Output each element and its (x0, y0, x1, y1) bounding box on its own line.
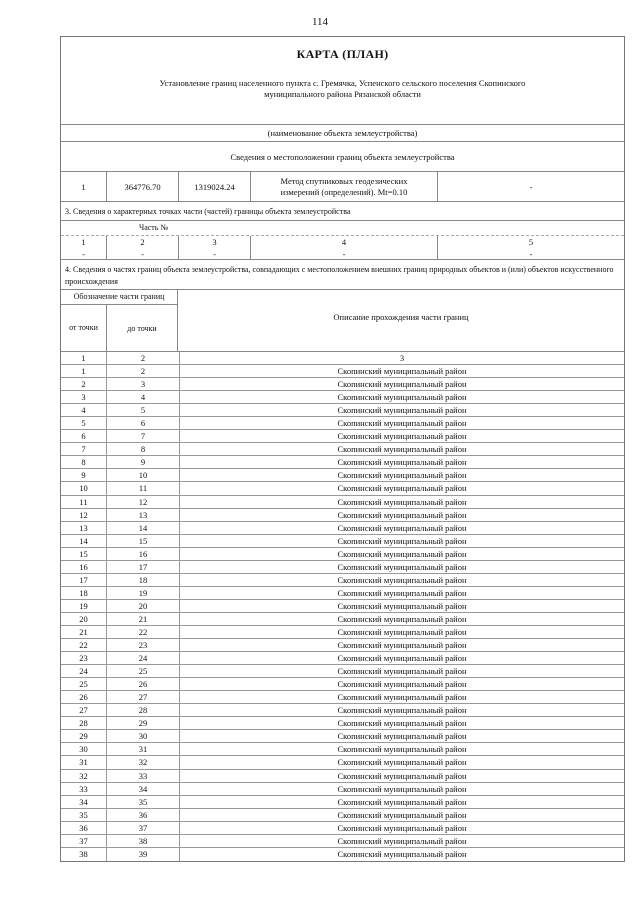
char-header-2: 2 (107, 236, 179, 248)
table-row (61, 783, 624, 796)
to-point-cell: 35 (107, 796, 180, 808)
title-block (61, 37, 624, 125)
description-cell: Скопинский муниципальный район (337, 587, 467, 598)
to-point-cell: 38 (107, 835, 180, 847)
page-number: 114 (311, 16, 329, 28)
table-row (61, 770, 624, 783)
from-point-cell: 8 (61, 456, 107, 468)
from-point-cell: 26 (61, 691, 107, 703)
description-cell: Скопинский муниципальный район (337, 444, 467, 455)
boundary-table-body (61, 352, 624, 861)
from-point-cell: 38 (61, 848, 107, 861)
to-point-cell: 36 (107, 809, 180, 821)
char-header-4: 4 (251, 236, 438, 248)
table-row (61, 456, 624, 469)
from-point-cell: 28 (61, 717, 107, 729)
description-cell: Скопинский муниципальный район (337, 522, 467, 533)
coord-number: 1 (61, 172, 107, 201)
table-row (61, 704, 624, 717)
from-point-cell: 23 (61, 652, 107, 664)
description-cell: Скопинский муниципальный район (337, 679, 467, 690)
char-header-1: 1 (61, 236, 107, 248)
to-point-cell: 30 (107, 730, 180, 742)
description-header: Описание прохождения части границ (333, 312, 469, 322)
from-point-cell: 27 (61, 704, 107, 716)
description-cell: Скопинский муниципальный район (337, 457, 467, 468)
characteristics-value-row (61, 248, 624, 260)
table-row (61, 378, 624, 391)
table-row (61, 404, 624, 417)
table-row (61, 535, 624, 548)
description-cell: Скопинский муниципальный район (337, 496, 467, 507)
description-cell: Скопинский муниципальный район (337, 705, 467, 716)
from-point-cell: 25 (61, 678, 107, 690)
from-point-cell: 29 (61, 730, 107, 742)
description-cell: Скопинский муниципальный район (337, 483, 467, 494)
char-value-4: - (251, 248, 438, 259)
table-row (61, 809, 624, 822)
from-point-cell: 7 (61, 443, 107, 455)
from-point-cell: 15 (61, 548, 107, 560)
to-point-cell: 34 (107, 783, 180, 795)
to-point-cell: 21 (107, 613, 180, 625)
table-row (61, 613, 624, 626)
to-point-cell: 17 (107, 561, 180, 573)
table-row (61, 587, 624, 600)
from-point-cell: 22 (61, 639, 107, 651)
char-value-2: - (107, 248, 179, 259)
table-row (61, 561, 624, 574)
from-point-cell: 36 (61, 822, 107, 834)
table-row (61, 639, 624, 652)
column-number-2: 2 (107, 352, 180, 364)
to-point-cell: 3 (107, 378, 180, 390)
coord-x: 364776.70 (107, 172, 179, 201)
from-point-cell: 35 (61, 809, 107, 821)
char-value-3: - (179, 248, 251, 259)
description-cell: Скопинский муниципальный район (337, 666, 467, 677)
designation-header (61, 290, 178, 351)
to-point-cell: 33 (107, 770, 180, 782)
from-point-header: от точки (61, 305, 107, 351)
table-row (61, 822, 624, 835)
table-row (61, 665, 624, 678)
table-row (61, 574, 624, 587)
char-header-3: 3 (179, 236, 251, 248)
from-point-cell: 4 (61, 404, 107, 416)
to-point-cell: 15 (107, 535, 180, 547)
table-row (61, 626, 624, 639)
column-number-1: 1 (61, 352, 107, 364)
table-row (61, 417, 624, 430)
table-row (61, 796, 624, 809)
description-cell: Скопинский муниципальный район (337, 796, 467, 807)
coord-method-line-2: измерений (определений). Mt=0.10 (280, 186, 408, 197)
from-point-cell: 31 (61, 756, 107, 768)
coord-method-line-1: Метод спутниковых геодезических (280, 175, 408, 186)
from-point-cell: 6 (61, 430, 107, 442)
from-point-cell: 32 (61, 770, 107, 782)
table-row (61, 430, 624, 443)
from-point-cell: 2 (61, 378, 107, 390)
to-point-cell: 29 (107, 717, 180, 729)
table-row (61, 496, 624, 509)
table-row (61, 756, 624, 769)
to-point-cell: 8 (107, 443, 180, 455)
description-cell: Скопинский муниципальный район (337, 470, 467, 481)
char-value-5: - (529, 248, 533, 259)
description-cell: Скопинский муниципальный район (337, 718, 467, 729)
to-point-cell: 6 (107, 417, 180, 429)
to-point-cell: 12 (107, 496, 180, 508)
to-point-cell: 2 (107, 365, 180, 377)
to-point-cell: 18 (107, 574, 180, 586)
to-point-cell: 10 (107, 469, 180, 481)
description-cell: Скопинский муниципальный район (337, 405, 467, 416)
description-cell: Скопинский муниципальный район (337, 613, 467, 624)
from-point-cell: 3 (61, 391, 107, 403)
to-point-cell: 4 (107, 391, 180, 403)
description-cell: Скопинский муниципальный район (337, 418, 467, 429)
description-cell: Скопинский муниципальный район (337, 822, 467, 833)
coord-description: - (529, 181, 533, 192)
to-point-cell: 11 (107, 482, 180, 494)
from-point-cell: 37 (61, 835, 107, 847)
from-point-cell: 17 (61, 574, 107, 586)
from-point-cell: 11 (61, 496, 107, 508)
from-point-cell: 9 (61, 469, 107, 481)
description-cell: Скопинский муниципальный район (337, 561, 467, 572)
to-point-cell: 13 (107, 509, 180, 521)
description-cell: Скопинский муниципальный район (337, 744, 467, 755)
to-point-cell: 9 (107, 456, 180, 468)
from-point-cell: 12 (61, 509, 107, 521)
to-point-cell: 7 (107, 430, 180, 442)
document-sheet (60, 36, 625, 862)
subtitle-line-1: Установление границ населенного пункта с. Гремячка, Успенского сельского поселения Скопинского (159, 78, 526, 88)
from-point-cell: 21 (61, 626, 107, 638)
from-point-cell: 1 (61, 365, 107, 377)
description-cell: Скопинский муниципальный район (337, 692, 467, 703)
from-point-cell: 18 (61, 587, 107, 599)
description-cell: Скопинский муниципальный район (337, 379, 467, 390)
object-name-caption: (наименование объекта землеустройства) (61, 125, 624, 142)
to-point-cell: 31 (107, 743, 180, 755)
to-point-cell: 14 (107, 522, 180, 534)
table-row (61, 835, 624, 848)
description-cell: Скопинский муниципальный район (337, 731, 467, 742)
description-cell: Скопинский муниципальный район (337, 640, 467, 651)
to-point-cell: 24 (107, 652, 180, 664)
description-cell: Скопинский муниципальный район (337, 392, 467, 403)
from-point-cell: 19 (61, 600, 107, 612)
coordinates-row (61, 172, 624, 202)
from-point-cell: 33 (61, 783, 107, 795)
section-4-title: 4. Сведения о частях границ объекта землеустройства, совпадающих с местоположением внешних границ природных объектов и (или) объектов искусственного происхождения (61, 260, 624, 290)
coord-y: 1319024.24 (179, 172, 251, 201)
description-cell: Скопинский муниципальный район (337, 548, 467, 559)
description-cell: Скопинский муниципальный район (337, 600, 467, 611)
description-cell: Скопинский муниципальный район (337, 809, 467, 820)
table-row (61, 600, 624, 613)
to-point-cell: 16 (107, 548, 180, 560)
from-point-cell: 20 (61, 613, 107, 625)
description-cell: Скопинский муниципальный район (337, 626, 467, 637)
coord-method (251, 172, 438, 201)
part-number-label: Часть № (61, 221, 624, 236)
subtitle-line-2: муниципального района Рязанской области (264, 89, 421, 99)
to-point-cell: 28 (107, 704, 180, 716)
table-row (61, 548, 624, 561)
description-cell: Скопинский муниципальный район (337, 848, 467, 859)
description-cell: Скопинский муниципальный район (337, 835, 467, 846)
description-cell: Скопинский муниципальный район (337, 783, 467, 794)
page-title: КАРТА (ПЛАН) (296, 47, 389, 61)
characteristics-header-row (61, 236, 624, 248)
designation-header-label: Обозначение части границ (61, 290, 177, 305)
description-cell: Скопинский муниципальный район (337, 535, 467, 546)
to-point-cell: 25 (107, 665, 180, 677)
to-point-cell: 27 (107, 691, 180, 703)
from-point-cell: 14 (61, 535, 107, 547)
to-point-cell: 37 (107, 822, 180, 834)
from-point-cell: 30 (61, 743, 107, 755)
table-row (61, 730, 624, 743)
table-row (61, 743, 624, 756)
table-row (61, 678, 624, 691)
from-point-cell: 34 (61, 796, 107, 808)
boundary-table-header (61, 290, 624, 352)
table-row (61, 391, 624, 404)
to-point-cell: 26 (107, 678, 180, 690)
to-point-cell: 32 (107, 756, 180, 768)
table-row (61, 469, 624, 482)
table-row (61, 522, 624, 535)
section-3-title: 3. Сведения о характерных точках части (частей) границы объекта землеустройства (61, 202, 624, 221)
to-point-header: до точки (127, 323, 157, 333)
from-point-cell: 10 (61, 482, 107, 494)
description-cell: Скопинский муниципальный район (337, 366, 467, 377)
table-row (61, 848, 624, 861)
char-value-1: - (61, 248, 107, 259)
from-point-cell: 16 (61, 561, 107, 573)
to-point-cell: 20 (107, 600, 180, 612)
description-cell: Скопинский муниципальный район (337, 770, 467, 781)
table-row (61, 652, 624, 665)
description-cell: Скопинский муниципальный район (337, 574, 467, 585)
to-point-cell: 5 (107, 404, 180, 416)
description-cell: Скопинский муниципальный район (337, 431, 467, 442)
from-point-cell: 24 (61, 665, 107, 677)
from-point-cell: 13 (61, 522, 107, 534)
to-point-cell: 39 (107, 848, 180, 861)
from-point-cell: 5 (61, 417, 107, 429)
table-row (61, 365, 624, 378)
to-point-cell: 22 (107, 626, 180, 638)
column-number-row (61, 352, 624, 365)
table-row (61, 482, 624, 495)
description-cell: Скопинский муниципальный район (337, 509, 467, 520)
column-number-3: 3 (399, 353, 405, 363)
location-section-title: Сведения о местоположении границ объекта землеустройства (61, 142, 624, 172)
table-row (61, 443, 624, 456)
description-cell: Скопинский муниципальный район (337, 653, 467, 664)
table-row (61, 691, 624, 704)
to-point-cell: 23 (107, 639, 180, 651)
table-row (61, 509, 624, 522)
to-point-cell: 19 (107, 587, 180, 599)
description-cell: Скопинский муниципальный район (337, 757, 467, 768)
table-row (61, 717, 624, 730)
char-header-5: 5 (528, 237, 534, 247)
